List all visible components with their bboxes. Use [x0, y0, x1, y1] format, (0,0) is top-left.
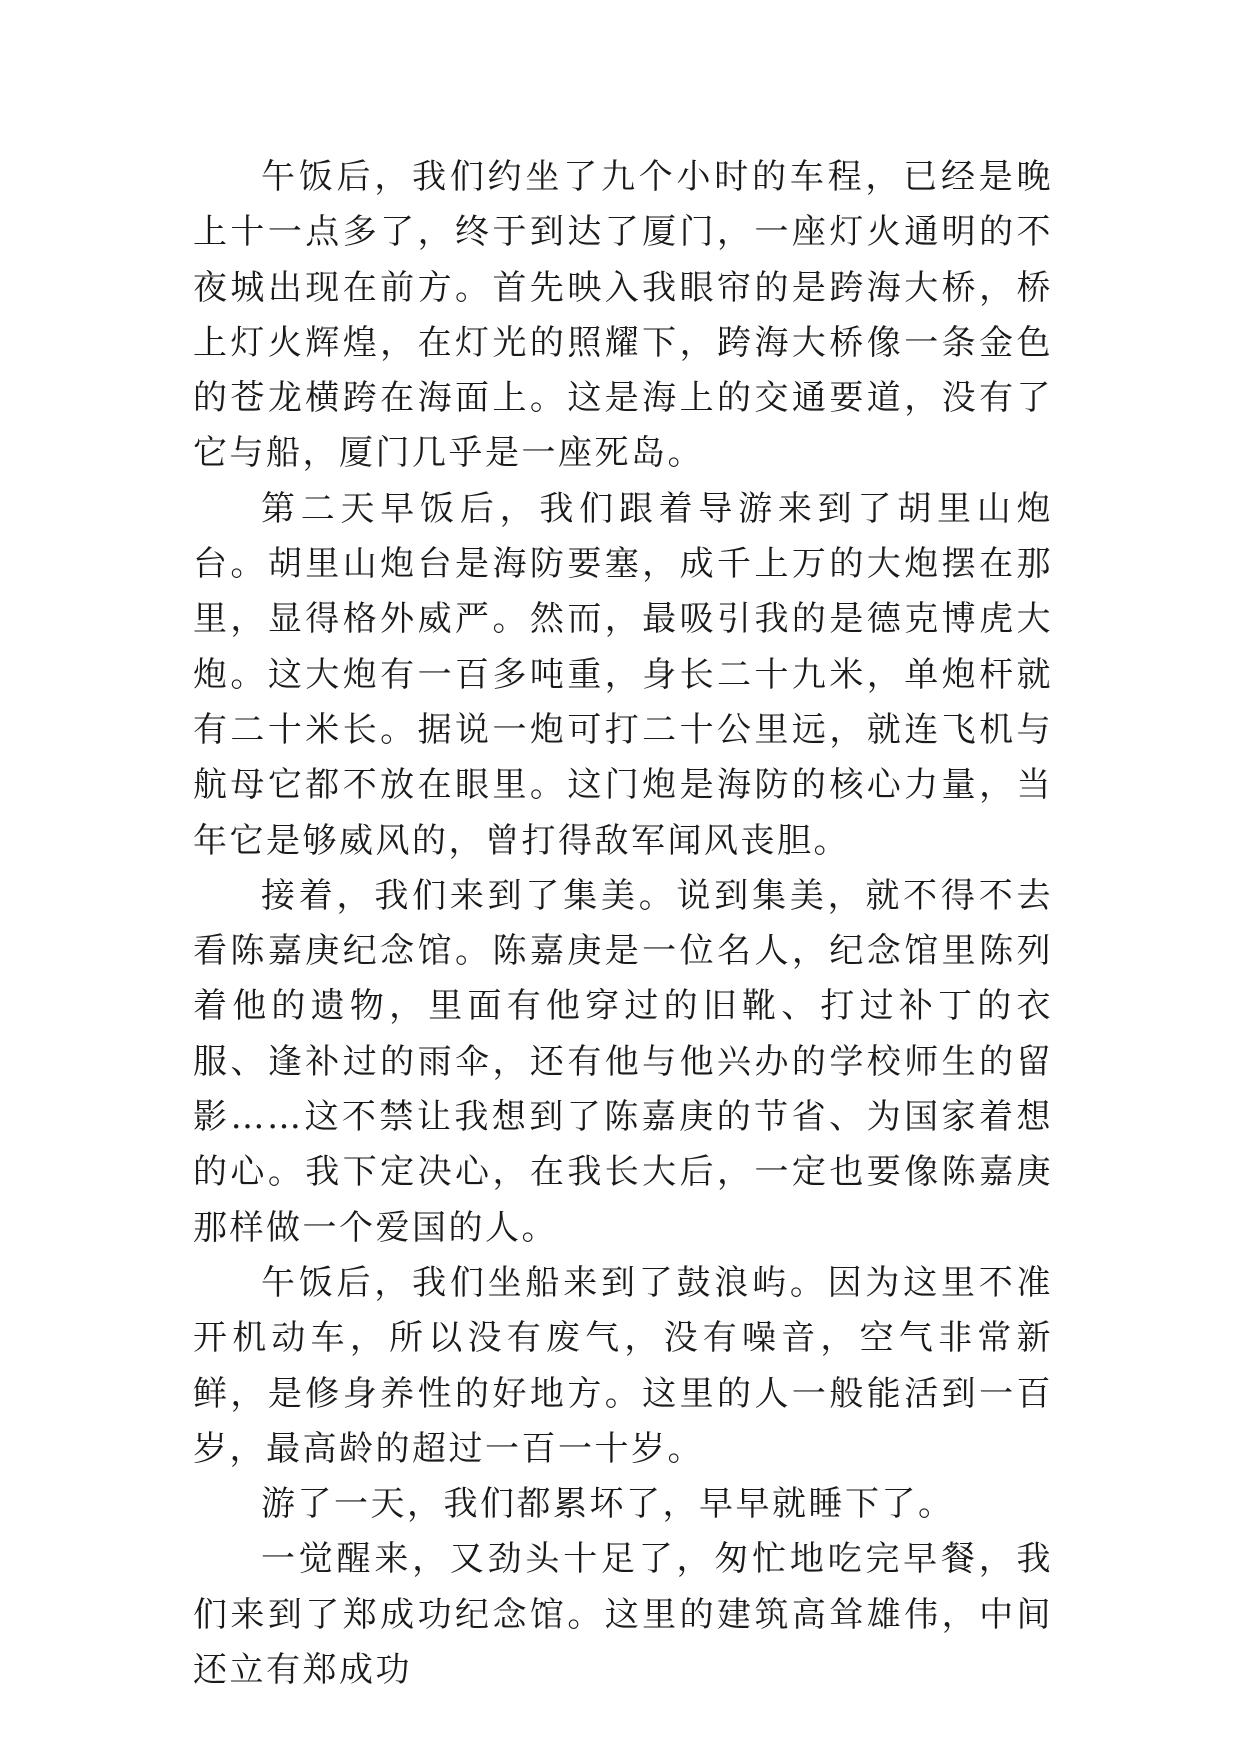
paragraph-5: 游了一天，我们都累坏了，早早就睡下了。 — [261, 1484, 955, 1525]
essay-body — [193, 150, 1053, 1698]
paragraph-1: 午饭后，我们约坐了九个小时的车程，已经是晚上十一点多了，终于到达了厦门，一座灯火通明的不夜城出现在前方。首先映入我眼帘的是跨海大桥，桥上灯火辉煌，在灯光的照耀下，跨海大桥像一条金色的苍龙横跨在海面上。这是海上的交通要道，没有了它与船，厦门几乎是一座死岛。 — [193, 157, 1053, 474]
paragraph-2: 第二天早饭后，我们跟着导游来到了胡里山炮台。胡里山炮台是海防要塞，成千上万的大炮摆在那里，显得格外威严。然而，最吸引我的是德克博虎大炮。这大炮有一百多吨重，身长二十九米，单炮杆就有二十米长。据说一炮可打二十公里远，就连飞机与航母它都不放在眼里。这门炮是海防的核心力量，当年它是够威风的，曾打得敌军闻风丧胆。 — [193, 488, 1053, 861]
paragraph-6: 一觉醒来，又劲头十足了，匆忙地吃完早餐，我们来到了郑成功纪念馆。这里的建筑高耸雄伟，中间还立有郑成功 — [193, 1539, 1053, 1691]
paragraph-3: 接着，我们来到了集美。说到集美，就不得不去看陈嘉庚纪念馆。陈嘉庚是一位名人，纪念馆里陈列着他的遗物，里面有他穿过的旧靴、打过补丁的衣服、逢补过的雨伞，还有他与他兴办的学校师生的留影……这不禁让我想到了陈嘉庚的节省、为国家着想的心。我下定决心，在我长大后，一定也要像陈嘉庚那样做一个爱国的人。 — [193, 875, 1053, 1248]
paragraph-4: 午饭后，我们坐船来到了鼓浪屿。因为这里不准开机动车，所以没有废气，没有噪音，空气非常新鲜，是修身养性的好地方。这里的人一般能活到一百岁，最高龄的超过一百一十岁。 — [193, 1262, 1053, 1469]
